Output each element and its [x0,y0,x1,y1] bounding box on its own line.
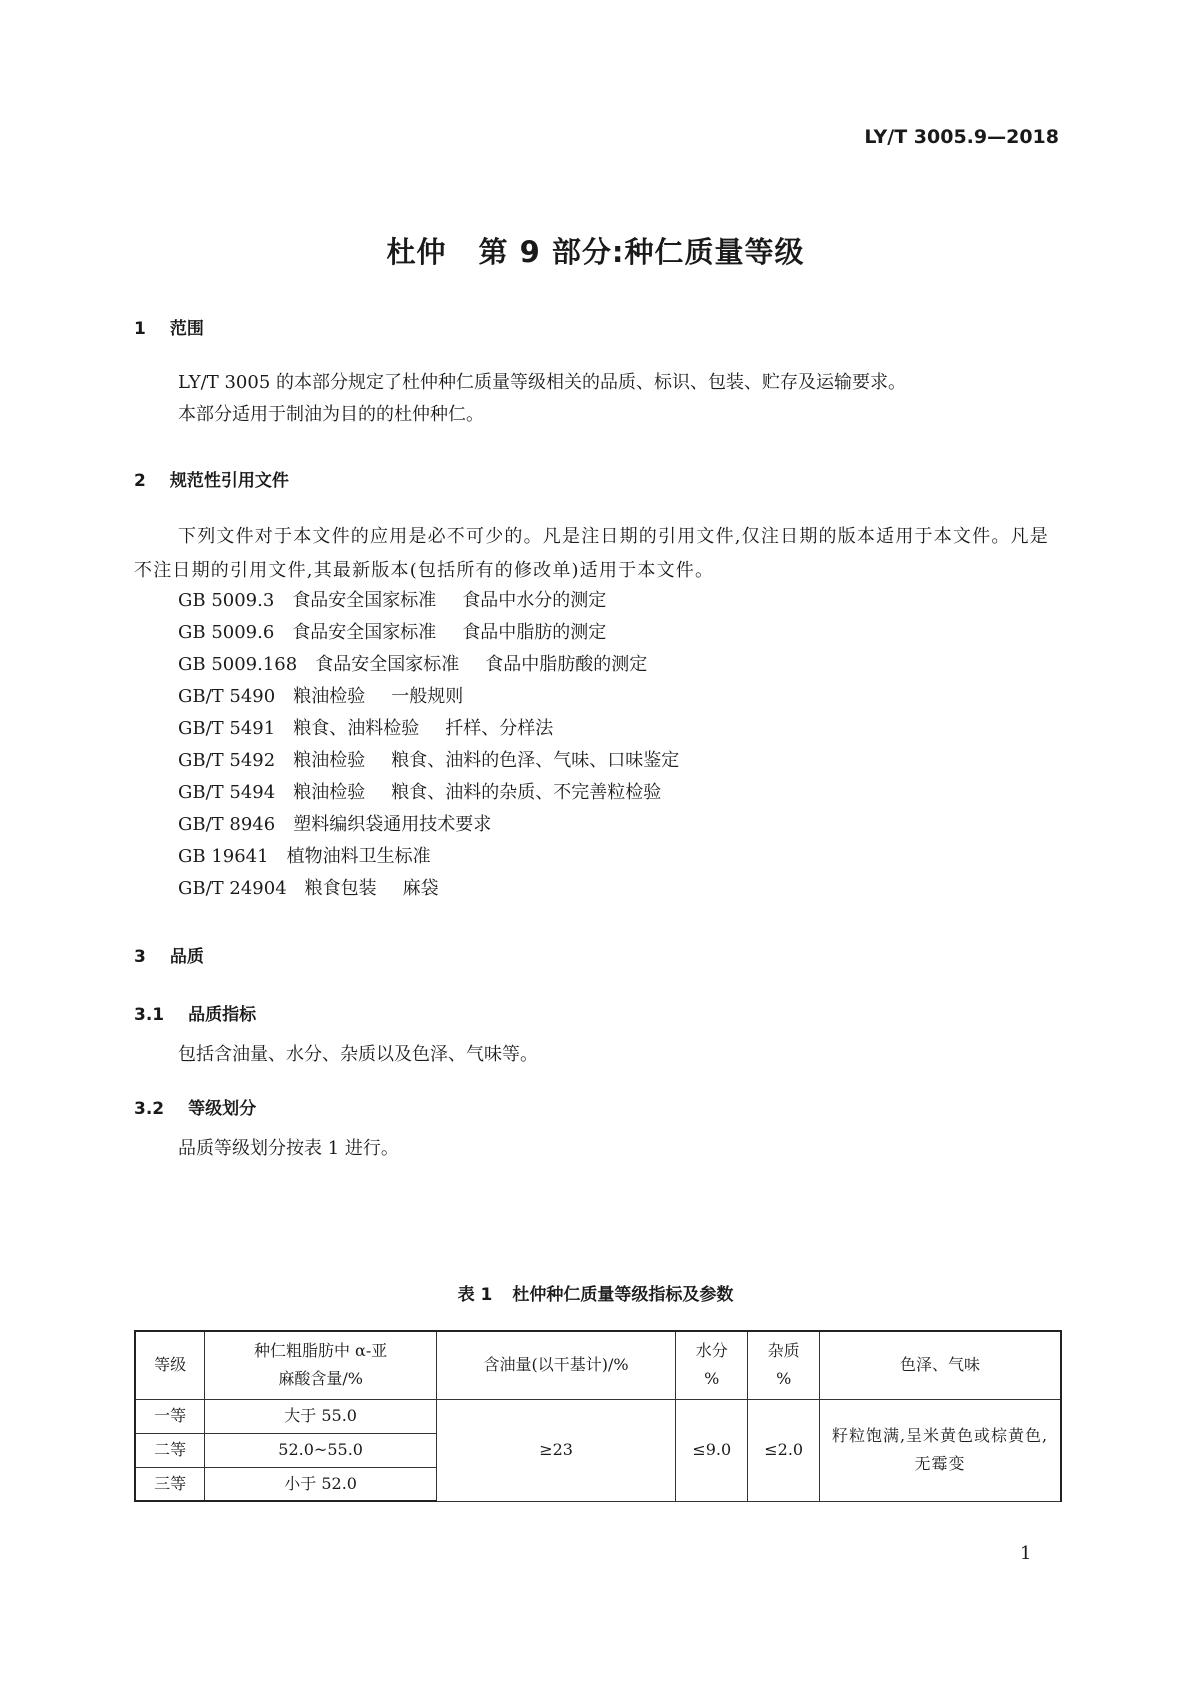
section-3-1-heading [134,1000,256,1025]
reference-subtitle: 麻袋 [402,878,439,899]
section-3-2-paragraph: 品质等级划分按表 1 进行。 [178,1138,399,1159]
section-number: 3.2 [134,1099,165,1119]
header-linolenic-line1: 种仁粗脂肪中 α-亚 [253,1341,388,1361]
reference-item [178,648,647,682]
reference-subtitle: 食品中脂肪酸的测定 [485,654,648,675]
reference-item [178,872,439,906]
reference-code: GB/T 5494 [178,782,276,803]
grade-table [134,1330,1062,1502]
reference-subtitle: 粮食、油料的色泽、气味、口味鉴定 [391,750,680,771]
header-impurity-line1: 杂质 [767,1341,800,1361]
section-title: 品质指标 [188,1005,257,1025]
reference-title: 粮食包装 [304,878,377,899]
reference-code: GB/T 5490 [178,686,276,707]
header-impurity [748,1331,820,1399]
reference-title: 粮食、油料检验 [293,718,420,739]
header-impurity-line2: % [776,1369,792,1389]
section-3-2-heading [134,1094,256,1119]
section-number: 3 [134,947,146,967]
section-1-heading [134,314,204,339]
reference-title: 食品安全国家标准 [315,654,460,675]
table-caption-number: 表 1 [457,1285,493,1305]
reference-code: GB 5009.168 [178,654,298,675]
cell-linolenic: 52.0~55.0 [205,1433,437,1467]
title-part1: 杜仲 [386,235,447,269]
reference-item [178,680,463,714]
section-title: 等级划分 [188,1099,257,1119]
reference-code: GB/T 5491 [178,718,276,739]
reference-subtitle: 扦样、分样法 [445,718,554,739]
cell-grade: 二等 [135,1433,205,1467]
cell-appearance: 籽粒饱满,呈米黄色或棕黄色,无霉变 [820,1399,1061,1501]
header-grade: 等级 [135,1331,205,1399]
page-number: 1 [1020,1543,1032,1564]
header-moisture-line2: % [704,1369,720,1389]
reference-title: 粮油检验 [293,750,366,771]
header-moisture-line1: 水分 [695,1341,728,1361]
section-3-1-paragraph: 包括含油量、水分、杂质以及色泽、气味等。 [178,1044,538,1065]
table-row [135,1399,1061,1433]
section-number: 1 [134,319,146,339]
reference-item [178,744,679,778]
reference-subtitle: 食品中水分的测定 [462,590,607,611]
cell-moisture: ≤9.0 [676,1399,748,1501]
cell-linolenic: 大于 55.0 [205,1399,437,1433]
reference-subtitle: 一般规则 [391,686,464,707]
title-part2: 第 9 部分:种仁质量等级 [478,235,805,269]
standard-code: LY/T 3005.9—2018 [864,126,1059,148]
section-title: 规范性引用文件 [169,471,289,491]
reference-item [178,808,491,842]
reference-item [178,712,553,746]
reference-code: GB/T 24904 [178,878,287,899]
section-number: 3.1 [134,1005,165,1025]
reference-item [178,776,661,810]
section-2-heading [134,466,289,491]
reference-title: 植物油料卫生标准 [286,846,431,867]
header-moisture [676,1331,748,1399]
section-2-paragraph: 下列文件对于本文件的应用是必不可少的。凡是注日期的引用文件,仅注日期的版本适用于本文件。凡是不注日期的引用文件,其最新版本(包括所有的修改单)适用于本文件。 [134,526,1049,581]
header-appearance: 色泽、气味 [820,1331,1061,1399]
section-title: 范围 [169,319,204,339]
cell-grade: 一等 [135,1399,205,1433]
header-linolenic-line2: 麻酸含量/% [278,1369,363,1389]
reference-title: 食品安全国家标准 [292,590,437,611]
section-1-paragraph-2: 本部分适用于制油为目的的杜仲种仁。 [178,404,484,425]
header-oil: 含油量(以干基计)/% [436,1331,675,1399]
reference-code: GB/T 8946 [178,814,276,835]
reference-title: 食品安全国家标准 [292,622,437,643]
table-header-row [135,1331,1061,1399]
section-1-paragraph-1: LY/T 3005 的本部分规定了杜仲种仁质量等级相关的品质、标识、包装、贮存及运输要求。 [178,372,907,393]
document-title [0,230,1191,271]
reference-code: GB/T 5492 [178,750,276,771]
reference-subtitle: 粮食、油料的杂质、不完善粒检验 [391,782,662,803]
section-number: 2 [134,471,146,491]
cell-oil: ≥23 [436,1399,675,1501]
reference-subtitle: 食品中脂肪的测定 [462,622,607,643]
reference-item [178,616,606,650]
reference-title: 粮油检验 [293,782,366,803]
cell-linolenic: 小于 52.0 [205,1467,437,1501]
table-caption-title: 杜仲种仁质量等级指标及参数 [512,1285,734,1305]
reference-item [178,840,431,874]
reference-title: 塑料编织袋通用技术要求 [293,814,492,835]
reference-code: GB 19641 [178,846,269,867]
cell-grade: 三等 [135,1467,205,1501]
table-caption [0,1280,1191,1305]
reference-title: 粮油检验 [293,686,366,707]
section-title: 品质 [169,947,204,967]
reference-code: GB 5009.3 [178,590,275,611]
cell-impurity: ≤2.0 [748,1399,820,1501]
header-linolenic [205,1331,437,1399]
section-3-heading [134,942,204,967]
reference-item [178,584,606,618]
reference-code: GB 5009.6 [178,622,275,643]
